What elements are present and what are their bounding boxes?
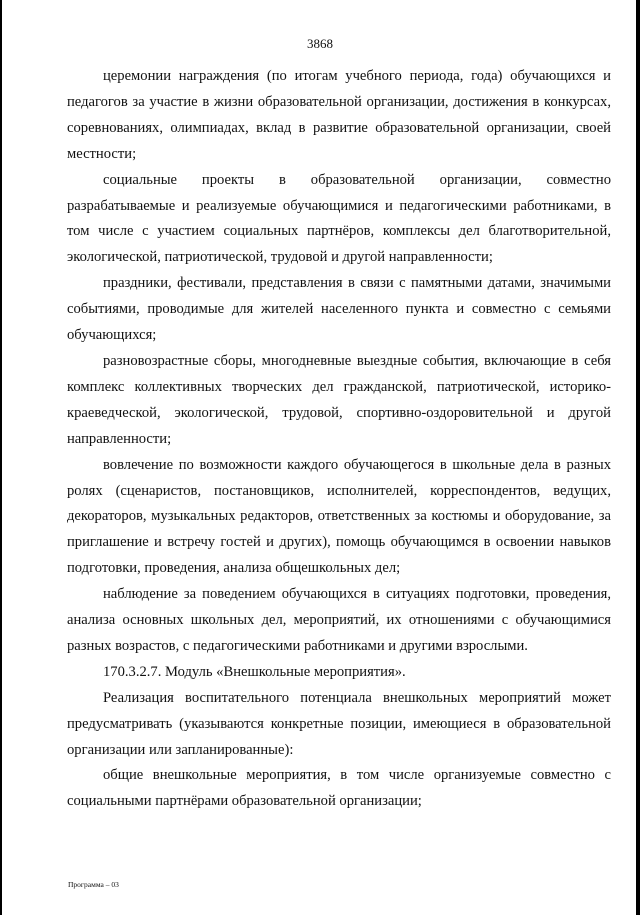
scan-edge-left [0,0,2,915]
page-number: 3868 [307,36,333,51]
document-body [67,64,611,815]
section-heading: 170.3.2.7. Модуль «Внешкольные мероприятия». [103,663,406,680]
paragraph-ceremonies: церемонии награждения (по итогам учебного периода, года) обучающихся и педагогов за участие в жизни образовательной организации, достижения в конкурсах, соревнованиях, олимпиадах, вклад в развитие образовательной организации, своей местности; [67,68,611,162]
paragraph-involvement: вовлечение по возможности каждого обучающегося в школьные дела в разных ролях (сценаристов, постановщиков, исполнителей, корреспондентов, ведущих, декораторов, музыкальных редакторов, ответственных за костюмы и оборудование, за приглашение и встречу гостей и других), помощь обучающимся в освоении навыков подготовки, проведения, анализа общешкольных дел; [67,456,611,577]
paragraph-realization: Реализация воспитательного потенциала внешкольных мероприятий может предусматривать (указываются конкретные позиции, имеющиеся в образовательной организации или запланированные): [67,689,611,758]
page-footer: Программа – 03 [68,880,119,889]
paragraph-holidays: праздники, фестивали, представления в связи с памятными датами, значимыми событиями, проводимые для жителей населенного пункта и совместно с семьями обучающихся; [67,275,611,344]
paragraph-gatherings: разновозрастные сборы, многодневные выездные события, включающие в себя комплекс коллективных творческих дел гражданской, патриотической, историко-краеведческой, экологической, трудовой, спортивно-оздоровительной и другой направленности; [67,352,611,447]
paragraph-observation: наблюдение за поведением обучающихся в ситуациях подготовки, проведения, анализа основных школьных дел, мероприятий, их отношениями с обучающимися разных возрастов, с педагогическими работниками и другими взрослыми. [67,586,611,654]
paragraph-social-projects: социальные проекты в образовательной организации, совместно разрабатываемые и реализуемые обучающимися и педагогическими работниками, в том числе с участием социальных партнёров, комплексы дел благотворительной, экологической, патриотической, трудовой и другой направленности; [67,171,611,266]
scan-edge-right [636,0,640,915]
paragraph-external-events: общие внешкольные мероприятия, в том числе организуемые совместно с социальными партнёрами образовательной организации; [67,767,611,810]
